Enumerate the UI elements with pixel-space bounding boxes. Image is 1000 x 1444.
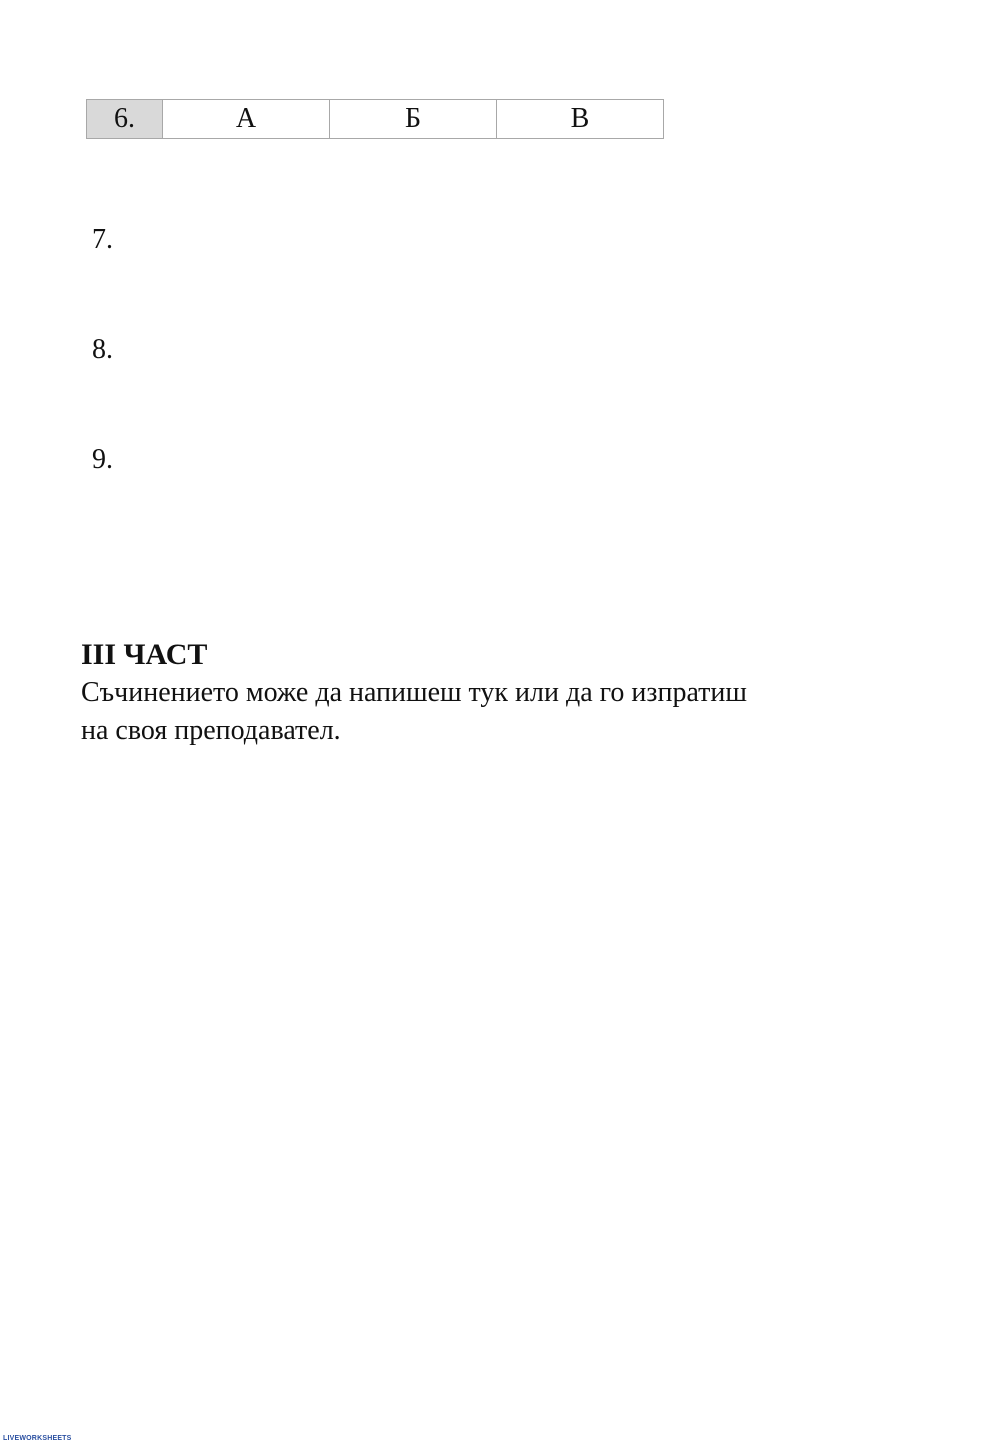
question-9-label: 9. <box>92 444 113 475</box>
answer-option-c[interactable]: В <box>497 100 664 139</box>
question-6-number: 6. <box>87 100 163 139</box>
part-3-instruction-line-2: на своя преподавател. <box>81 715 341 746</box>
liveworksheets-logo: LIVEWORKSHEETS <box>3 1435 72 1442</box>
part-3-instruction-line-1: Съчинението може да напишеш тук или да го изпратиш <box>81 677 747 708</box>
answer-table-question-6 <box>86 99 664 139</box>
table-row <box>87 100 664 139</box>
answer-option-b[interactable]: Б <box>330 100 497 139</box>
question-7-label: 7. <box>92 224 113 255</box>
question-8-label: 8. <box>92 334 113 365</box>
answer-option-a[interactable]: А <box>163 100 330 139</box>
part-3-section <box>81 636 901 750</box>
part-3-title: III ЧАСТ <box>81 638 208 671</box>
